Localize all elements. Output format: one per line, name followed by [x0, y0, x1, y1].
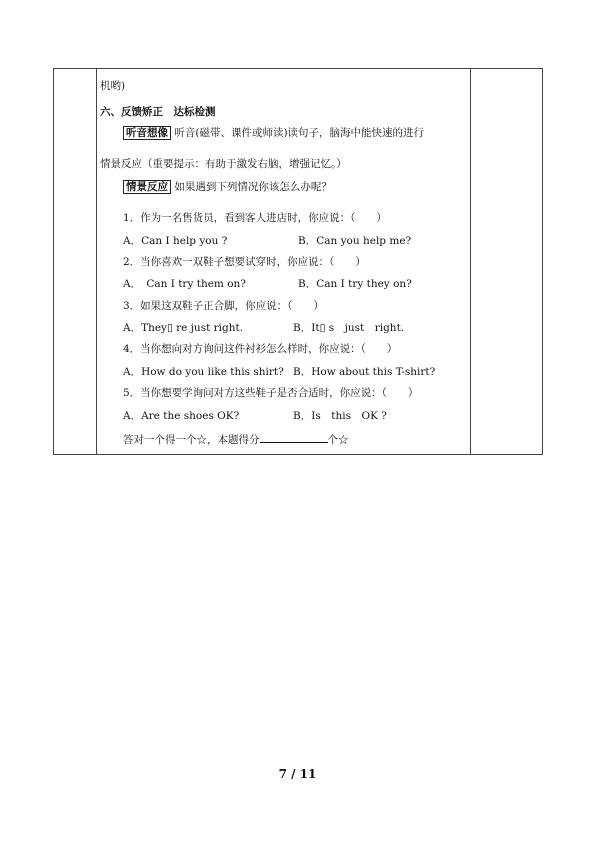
option-4b: B．How about this T-shirt?: [293, 366, 436, 378]
listen-imagine-row: [123, 126, 424, 140]
score-text: 答对一个得一个☆，本题得分: [123, 434, 260, 446]
section-heading: 六、反馈矫正 达标检测: [100, 106, 216, 118]
scenario-text: 如果遇到下列情况你该怎么办呢？: [174, 181, 332, 193]
option-4a: A．How do you like this shirt?: [123, 366, 284, 378]
scenario-row: [123, 180, 332, 194]
table-column-divider-right: [470, 69, 471, 454]
option-1b: B．Can you help me?: [298, 235, 412, 247]
option-2b: B．Can I try they on?: [298, 278, 412, 290]
question-2: 2．当你喜欢一双鞋子想要试穿时，你应说：（ ）: [123, 256, 366, 268]
option-3a: A．They▯ re just right.: [123, 322, 244, 334]
option-2a: A． Can I try them on?: [123, 278, 246, 290]
question-5: 5．当你想要学询问对方这些鞋子是否合适时，你应说：（ ）: [123, 387, 419, 399]
option-3b: B．It▯ s just right.: [293, 322, 405, 334]
score-row: [123, 432, 349, 447]
listen-imagine-label: 听音想像: [123, 126, 171, 140]
listen-imagine-text: 听音(磁带、课件或师读)读句子，脑海中能快速的进行: [174, 127, 425, 139]
option-1a: A．Can I help you ?: [123, 235, 228, 247]
question-3: 3．如果这双鞋子正合脚，你应说：（ ）: [123, 300, 324, 312]
question-4: 4．当你想向对方询问这件衬衫怎么样时，你应说：（ ）: [123, 343, 398, 355]
table-column-divider-left: [96, 69, 97, 454]
instruction-text: 情景反应（重要提示：有助于激发右脑，增强记忆。）: [100, 158, 347, 170]
scenario-label: 情景反应: [123, 180, 171, 194]
score-unit: 个☆: [327, 434, 349, 446]
option-5a: A．Are the shoes OK?: [123, 410, 240, 422]
question-1: 1．作为一名售货员，看到客人进店时，你应说：（ ）: [123, 212, 387, 224]
option-5b: B．Is this OK ?: [293, 410, 387, 422]
continued-text: 机哟): [100, 80, 126, 92]
score-blank: [260, 432, 328, 443]
page-number: 7 / 11: [278, 767, 317, 781]
lesson-table: [53, 68, 543, 455]
